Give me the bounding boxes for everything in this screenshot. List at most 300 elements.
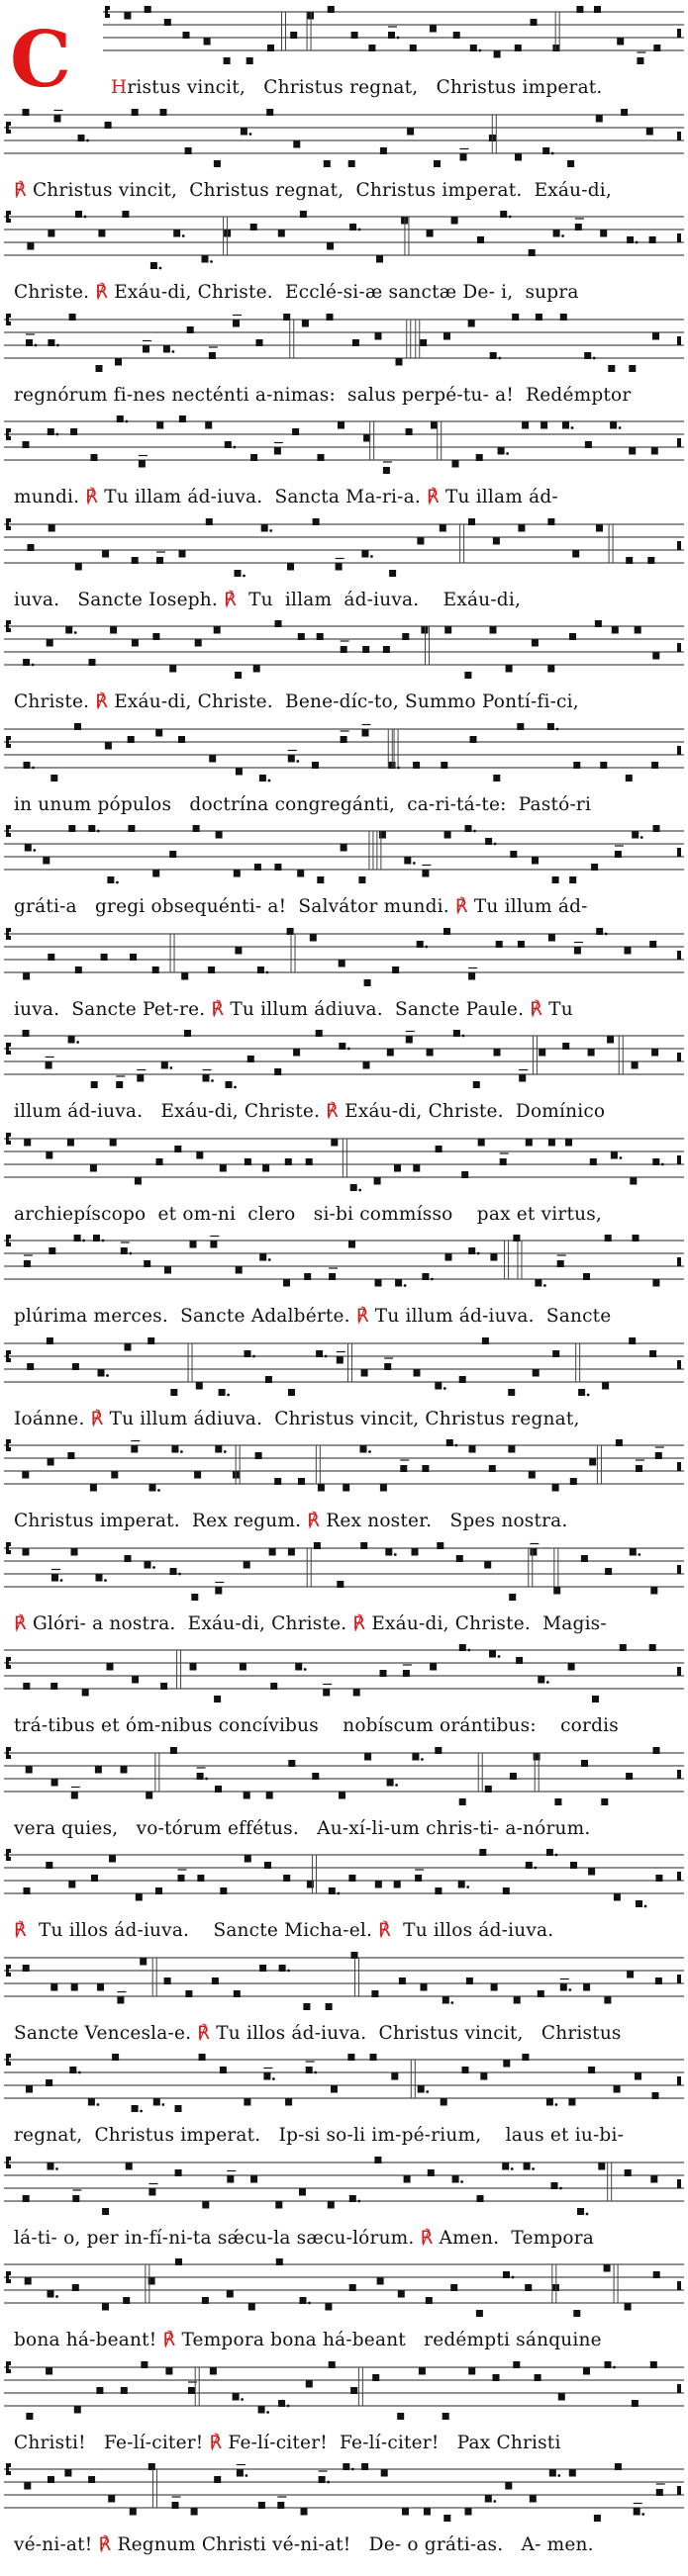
- custos: [677, 2076, 681, 2085]
- mora-dot: [32, 766, 35, 769]
- neume-punctum: [299, 2188, 306, 2195]
- neume-punctum: [626, 1773, 633, 1780]
- neume-punctum: [615, 2463, 622, 2470]
- mora-dot: [172, 350, 175, 353]
- chant-system: [0, 823, 688, 926]
- custos: [677, 336, 681, 345]
- mora-dot: [60, 1579, 63, 1582]
- lyric-text: Exáu-di, Christe. Domínico: [339, 1101, 606, 1122]
- neume-punctum: [47, 1337, 53, 1344]
- mora-dot: [586, 2212, 589, 2215]
- neume-punctum: [583, 1273, 590, 1280]
- neume-punctum: [23, 1030, 30, 1037]
- lyric-line: [14, 2330, 680, 2350]
- mora-dot: [450, 2001, 453, 2004]
- neume-punctum: [588, 1869, 595, 1876]
- neume-punctum: [539, 1050, 545, 1057]
- mora-dot: [268, 779, 271, 782]
- response-sign: ℟: [90, 1408, 104, 1429]
- lyric-text: Tu illam ád-: [439, 487, 558, 507]
- neume-punctum: [444, 627, 451, 634]
- neume-punctum: [285, 2099, 292, 2106]
- custos: [677, 1053, 681, 1061]
- staff: [0, 4, 688, 73]
- neume-punctum: [298, 633, 305, 640]
- neume-punctum: [314, 1542, 321, 1549]
- neume-punctum: [453, 32, 460, 39]
- neume-punctum: [632, 2400, 639, 2407]
- neume-punctum: [490, 1254, 497, 1261]
- neume-punctum: [259, 775, 266, 782]
- neume-punctum: [589, 1459, 596, 1466]
- lyric-line: [14, 999, 680, 1020]
- neume-punctum: [651, 762, 658, 769]
- staff: [0, 926, 688, 995]
- neume-punctum: [404, 2175, 411, 2182]
- lyric-text: Tu: [542, 998, 573, 1020]
- neume-punctum: [387, 1779, 394, 1786]
- neume-punctum: [277, 2502, 284, 2509]
- neume-punctum: [190, 1664, 197, 1671]
- custos: [677, 2179, 681, 2188]
- neume-punctum: [147, 1337, 154, 1344]
- neume-punctum: [170, 1747, 177, 1754]
- neume-punctum: [279, 1965, 286, 1972]
- neume-punctum: [328, 6, 335, 13]
- lyric-line: [14, 1306, 680, 1327]
- neume-punctum: [602, 1382, 609, 1389]
- neume-punctum: [88, 2099, 95, 2106]
- lyric-line: [14, 1204, 680, 1225]
- neume-punctum: [265, 1376, 272, 1383]
- neume-punctum: [362, 729, 369, 736]
- neume-punctum: [175, 2258, 182, 2265]
- neume-punctum: [650, 1587, 657, 1594]
- neume-punctum: [98, 1369, 105, 1376]
- neume-punctum: [490, 627, 497, 634]
- neume-punctum: [245, 1350, 251, 1357]
- neume-punctum: [626, 775, 633, 782]
- custos: [677, 1257, 681, 1266]
- neume-punctum: [274, 864, 281, 871]
- mora-dot: [555, 2103, 558, 2106]
- mora-dot: [620, 1156, 623, 1159]
- mora-dot: [296, 760, 299, 763]
- neume-punctum: [43, 858, 49, 865]
- neume-punctum: [627, 1971, 634, 1978]
- neume-punctum: [350, 2387, 357, 2394]
- neume-punctum: [394, 1882, 401, 1888]
- neume-punctum: [407, 128, 414, 135]
- neume-punctum: [469, 1446, 476, 1453]
- neume-punctum: [437, 1542, 443, 1549]
- chant-system: [0, 4, 688, 107]
- neume-punctum: [476, 2310, 483, 2317]
- neume-punctum: [74, 723, 81, 730]
- neume-punctum: [123, 2297, 130, 2304]
- neume-punctum: [441, 2099, 447, 2106]
- mora-dot: [397, 37, 400, 40]
- neume-punctum: [27, 243, 34, 250]
- mora-dot: [84, 216, 87, 219]
- neume-punctum: [250, 224, 257, 230]
- neume-punctum: [26, 2413, 33, 2420]
- neume-punctum: [396, 358, 403, 365]
- neume-punctum: [513, 2361, 520, 2368]
- neume-punctum: [588, 1050, 595, 1057]
- neume-punctum: [54, 115, 61, 122]
- neume-punctum: [75, 563, 82, 570]
- mora-dot: [467, 1649, 470, 1652]
- response-sign: H: [111, 77, 128, 98]
- chant-system: [0, 1437, 688, 1540]
- neume-punctum: [530, 2496, 537, 2503]
- neume-punctum: [477, 236, 484, 243]
- neume-punctum: [584, 352, 591, 359]
- mora-dot: [593, 356, 596, 359]
- neume-punctum: [329, 1887, 336, 1894]
- neume-punctum: [169, 666, 176, 673]
- neume-punctum: [71, 1983, 78, 1990]
- neume-punctum: [450, 2284, 457, 2291]
- neume-punctum: [220, 2067, 227, 2073]
- mora-dot: [55, 2167, 58, 2170]
- neume-punctum: [216, 832, 223, 839]
- neume-punctum: [337, 1581, 344, 1588]
- neume-punctum: [576, 6, 583, 13]
- neume-punctum: [290, 32, 297, 39]
- neume-punctum: [465, 2509, 472, 2516]
- neume-punctum: [412, 1753, 419, 1760]
- neume-punctum: [72, 2284, 79, 2291]
- neume-punctum: [652, 653, 659, 660]
- neume-punctum: [646, 128, 653, 135]
- neume-punctum: [206, 518, 213, 525]
- neume-punctum: [442, 1996, 449, 2003]
- neume-punctum: [178, 1875, 185, 1882]
- neume-punctum: [250, 454, 257, 461]
- lyric-text: in unum pópulos doctrína congregánti, ca-ri-tá-te: Pastó-ri: [14, 793, 592, 815]
- mora-dot: [129, 1252, 132, 1255]
- neume-punctum: [212, 1978, 219, 1984]
- neume-punctum: [548, 1139, 555, 1146]
- neume-punctum: [422, 1273, 429, 1280]
- custos: [677, 29, 681, 38]
- lyric-line: [14, 1409, 680, 1429]
- neume-punctum: [283, 1875, 290, 1882]
- neume-punctum: [509, 1594, 516, 1601]
- neume-punctum: [458, 1882, 465, 1888]
- neume-punctum: [68, 1882, 75, 1888]
- neume-punctum: [306, 2380, 313, 2387]
- neume-punctum: [199, 2054, 206, 2061]
- response-sign: ℟: [162, 2330, 176, 2350]
- neume-punctum: [135, 1177, 142, 1184]
- neume-punctum: [26, 2086, 33, 2093]
- neume-punctum: [184, 1030, 191, 1037]
- neume-punctum: [317, 633, 324, 640]
- mora-dot: [498, 1655, 501, 1658]
- mora-dot: [644, 1905, 647, 1908]
- neume-punctum: [651, 1050, 658, 1057]
- neume-punctum: [153, 2099, 160, 2106]
- neume-punctum: [503, 1887, 510, 1894]
- neume-punctum: [428, 2169, 435, 2176]
- neume-punctum: [227, 2291, 234, 2298]
- neume-punctum: [588, 2067, 595, 2073]
- response-sign: ℟: [307, 1511, 321, 1531]
- neume-punctum: [319, 2476, 326, 2483]
- neume-punctum: [155, 1887, 162, 1894]
- mora-dot: [571, 426, 574, 429]
- lyric-text: iuva. Sancte Pet-re.: [14, 998, 212, 1020]
- neume-punctum: [525, 2284, 532, 2291]
- neume-punctum: [274, 1478, 281, 1485]
- neume-punctum: [152, 966, 159, 973]
- neume-punctum: [49, 1247, 55, 1254]
- neume-punctum: [621, 109, 628, 116]
- neume-punctum: [245, 1856, 251, 1863]
- neume-punctum: [547, 723, 554, 730]
- neume-punctum: [494, 1050, 501, 1057]
- lyric-text: bona há-beant!: [14, 2330, 163, 2350]
- mora-dot: [152, 1566, 155, 1569]
- custos: [677, 1462, 681, 1471]
- neume-punctum: [23, 972, 30, 979]
- neume-punctum: [300, 211, 307, 218]
- lyric-line: [14, 2433, 680, 2453]
- neume-punctum: [275, 2201, 282, 2208]
- response-sign: ℟: [197, 2022, 211, 2044]
- neume-punctum: [267, 45, 274, 51]
- neume-punctum: [553, 1587, 560, 1594]
- neume-punctum: [394, 1164, 401, 1171]
- neume-punctum: [656, 2489, 663, 2496]
- neume-punctum: [233, 320, 240, 326]
- neume-punctum: [23, 1965, 30, 1972]
- neume-punctum: [25, 845, 32, 852]
- neume-punctum: [278, 2400, 285, 2407]
- neume-punctum: [179, 415, 186, 422]
- neume-punctum: [240, 1664, 246, 1671]
- neume-punctum: [652, 332, 659, 339]
- neume-punctum: [214, 1696, 221, 1702]
- chant-system: [0, 1642, 688, 1745]
- mora-dot: [431, 1278, 434, 1281]
- neume-punctum: [538, 1990, 544, 1997]
- neume-punctum: [181, 972, 188, 979]
- mora-dot: [587, 1393, 590, 1396]
- neume-punctum: [552, 876, 559, 883]
- neume-punctum: [427, 230, 434, 237]
- neume-punctum: [614, 1894, 621, 1901]
- neume-punctum: [170, 1389, 177, 1396]
- neume-punctum: [244, 1792, 250, 1798]
- mora-dot: [241, 2398, 244, 2401]
- neume-punctum: [88, 2476, 95, 2483]
- neume-punctum: [505, 2483, 512, 2490]
- neume-punctum: [402, 2509, 409, 2516]
- neume-punctum: [179, 550, 186, 557]
- mora-dot: [555, 1854, 558, 1857]
- lyric-text: vé-ni-at!: [14, 2534, 99, 2555]
- neume-punctum: [422, 871, 429, 877]
- neume-punctum: [339, 960, 345, 966]
- neume-punctum: [370, 2054, 377, 2061]
- mora-dot: [561, 234, 564, 237]
- neume-punctum: [24, 762, 31, 769]
- lyric-text: Christi! Fe-lí-citer!: [14, 2432, 210, 2453]
- mora-dot: [178, 1572, 181, 1575]
- neume-punctum: [46, 1151, 52, 1158]
- neume-punctum: [23, 1548, 30, 1555]
- neume-punctum: [652, 1158, 659, 1165]
- neume-punctum: [636, 1900, 642, 1907]
- neume-punctum: [164, 1978, 171, 1984]
- mora-dot: [462, 1035, 465, 1038]
- neume-punctum: [410, 45, 417, 51]
- response-sign: ℟: [454, 896, 468, 917]
- neume-punctum: [510, 851, 517, 858]
- neume-punctum: [48, 1459, 54, 1466]
- neume-punctum: [567, 160, 574, 167]
- neume-punctum: [224, 57, 231, 64]
- neume-punctum: [50, 1683, 57, 1690]
- neume-punctum: [651, 448, 658, 455]
- neume-punctum: [614, 2086, 621, 2093]
- staff: [0, 2052, 688, 2121]
- neume-punctum: [178, 736, 185, 743]
- neume-punctum: [318, 1485, 325, 1492]
- neume-punctum: [491, 1983, 498, 1990]
- lyric-text: Christe.: [14, 691, 96, 712]
- chant-system: [0, 1540, 688, 1643]
- neume-punctum: [629, 1337, 636, 1344]
- neume-punctum: [203, 1075, 210, 1082]
- neume-punctum: [632, 1062, 639, 1069]
- neume-punctum: [515, 153, 522, 160]
- chant-system: [0, 2155, 688, 2257]
- neume-punctum: [210, 1242, 217, 1248]
- neume-punctum: [422, 1465, 429, 1472]
- neume-punctum: [635, 627, 641, 634]
- neume-punctum: [71, 1548, 78, 1555]
- neume-punctum: [473, 1081, 480, 1088]
- neume-punctum: [295, 1664, 302, 1671]
- neume-punctum: [50, 775, 57, 782]
- neume-punctum: [459, 1798, 466, 1805]
- neume-punctum: [241, 128, 247, 135]
- neume-punctum: [116, 1081, 123, 1088]
- neume-punctum: [131, 1446, 138, 1453]
- mora-dot: [33, 849, 36, 852]
- neume-punctum: [635, 2073, 641, 2080]
- neume-punctum: [193, 825, 200, 832]
- mora-dot: [268, 1258, 271, 1261]
- neume-punctum: [605, 1235, 612, 1242]
- neume-punctum: [188, 2387, 195, 2394]
- neume-punctum: [25, 2278, 32, 2285]
- neume-punctum: [529, 249, 536, 256]
- neume-punctum: [349, 224, 356, 230]
- neume-punctum: [65, 627, 72, 634]
- neume-punctum: [175, 2105, 182, 2112]
- neume-punctum: [435, 1382, 442, 1389]
- neume-punctum: [387, 1050, 394, 1057]
- neume-punctum: [137, 1075, 144, 1082]
- neume-punctum: [506, 666, 513, 673]
- lyric-text: gráti-a gregi obsequénti- a! Salvátor mundi.: [14, 896, 455, 917]
- neume-punctum: [312, 762, 319, 769]
- mora-dot: [249, 133, 252, 136]
- neume-punctum: [75, 211, 82, 218]
- neume-punctum: [89, 659, 96, 666]
- neume-punctum: [652, 1280, 659, 1287]
- neume-punctum: [653, 2271, 660, 2278]
- lyric-text: Christus imperat. Rex regum.: [14, 1511, 308, 1531]
- neume-punctum: [288, 1548, 295, 1555]
- neume-punctum: [461, 1171, 468, 1178]
- mora-dot: [494, 843, 497, 846]
- staff: [0, 414, 688, 483]
- neume-punctum: [26, 1766, 33, 1773]
- lyric-text: Tu illam ád-iuva. Sancta Ma-ri-a.: [98, 487, 428, 507]
- lyric-text: Sancte Vencesla-e.: [14, 2022, 198, 2044]
- neume-punctum: [435, 1747, 442, 1754]
- neume-punctum: [46, 2079, 52, 2086]
- staff: [0, 2461, 688, 2530]
- neume-punctum: [517, 723, 524, 730]
- staff: [0, 1745, 688, 1814]
- lyric-text: trá-tibus et óm-nibus concívibus nobíscum orántibus: cordis: [14, 1715, 619, 1736]
- neume-punctum: [95, 1766, 102, 1773]
- neume-punctum: [173, 230, 180, 237]
- staff: [0, 1028, 688, 1097]
- neume-punctum: [526, 1862, 533, 1869]
- neume-punctum: [553, 230, 560, 237]
- neume-punctum: [250, 2175, 257, 2182]
- neume-punctum: [72, 2195, 79, 2202]
- mora-dot: [358, 1188, 361, 1191]
- neume-punctum: [459, 1644, 466, 1651]
- mora-dot: [421, 1758, 424, 1761]
- neume-punctum: [360, 1446, 367, 1453]
- neume-punctum: [518, 941, 525, 948]
- neume-punctum: [202, 2297, 209, 2304]
- neume-punctum: [578, 1389, 585, 1396]
- response-sign: ℟: [98, 2534, 112, 2555]
- neume-punctum: [650, 2361, 657, 2368]
- neume-punctum: [462, 2067, 469, 2073]
- mora-dot: [266, 970, 269, 973]
- neume-punctum: [208, 966, 215, 973]
- neume-punctum: [236, 768, 243, 775]
- neume-punctum: [50, 1983, 57, 1990]
- neume-punctum: [532, 640, 539, 647]
- staff: [0, 107, 688, 176]
- neume-punctum: [306, 2067, 313, 2073]
- neume-punctum: [256, 339, 263, 346]
- mora-dot: [169, 1066, 172, 1069]
- neume-punctum: [226, 1081, 233, 1088]
- chant-system: [0, 1028, 688, 1131]
- neume-punctum: [380, 1485, 387, 1492]
- lyric-line: [14, 691, 680, 712]
- neume-punctum: [485, 838, 492, 845]
- neume-punctum: [452, 461, 459, 468]
- staff: [0, 721, 688, 790]
- neume-punctum: [303, 2003, 310, 2010]
